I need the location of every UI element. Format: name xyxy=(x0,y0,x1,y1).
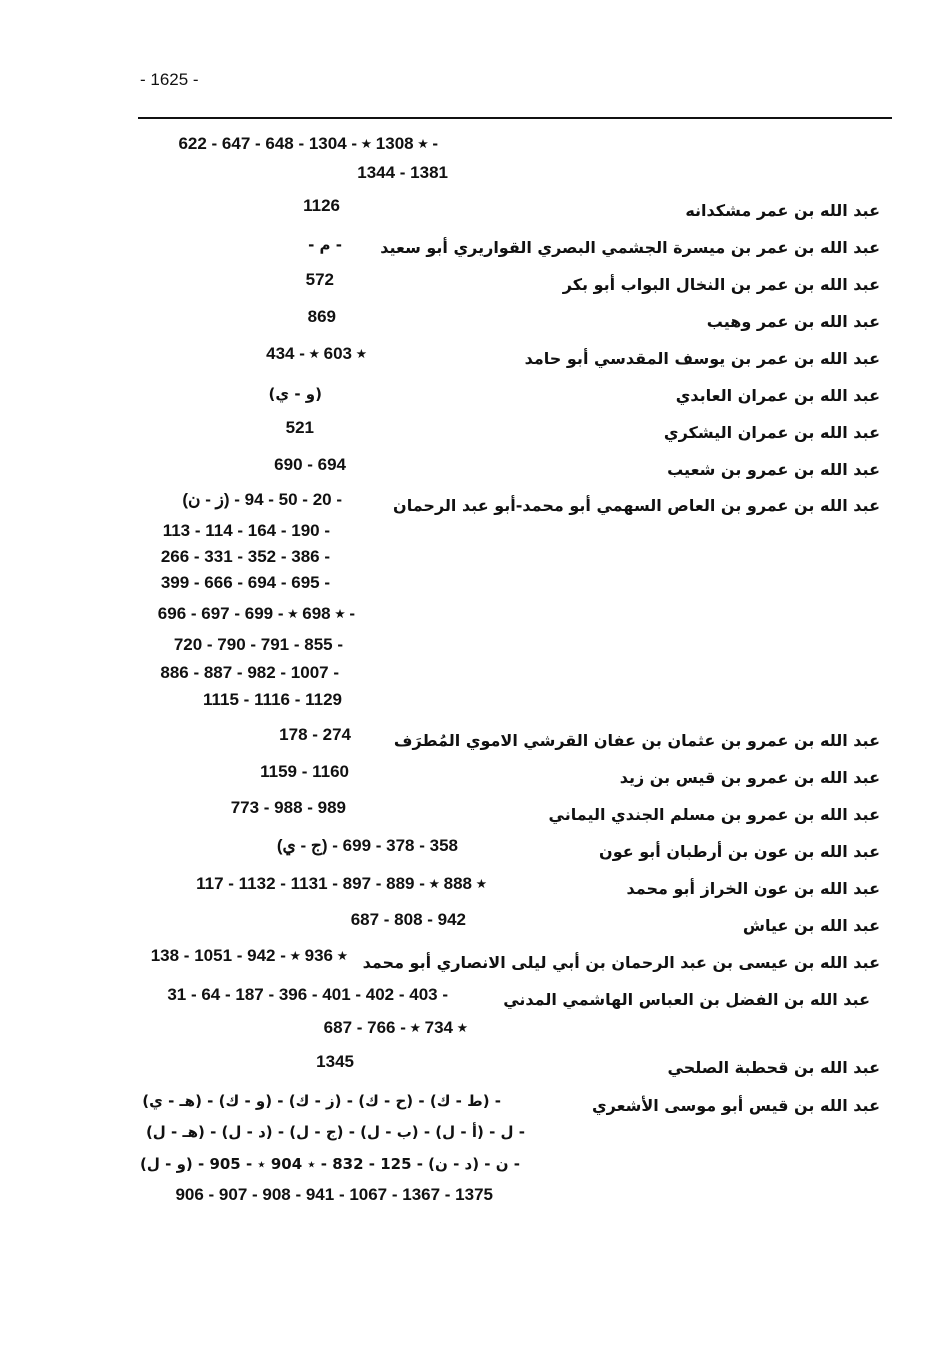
entry-name: عبد الله بن عمر مشكدانه xyxy=(685,201,880,220)
entry-ref: 720 - 790 - 791 - 855 - xyxy=(173,635,343,654)
entry-ref: 622 - 647 - 648 - 1304 - ٭ 1308 ٭ - xyxy=(178,134,438,153)
entry-ref: 696 - 697 - ٭ 698 ٭ - 699 - xyxy=(157,604,355,623)
entry-ref: 1345 xyxy=(316,1052,354,1071)
entry-ref: 687 - 808 - 942 xyxy=(350,910,466,929)
entry-name: عبد الله بن عمرو بن قيس بن زيد xyxy=(619,768,880,787)
entry-name: عبد الله بن عمران اليشكري xyxy=(663,423,880,442)
entry-ref: 572 xyxy=(305,270,334,289)
entry-ref: 1344 - 1381 xyxy=(357,163,448,182)
entry-name: عبد الله بن عمر وهيب xyxy=(706,312,880,331)
page-number: - 1625 - xyxy=(140,70,199,89)
entry-name: عبد الله بن عون بن أرطبان أبو عون xyxy=(599,842,880,861)
entry-ref: 690 - 694 xyxy=(274,455,346,474)
entry-ref: (ج - ي) - 358 - 378 - 699 xyxy=(276,836,458,855)
entry-ref: 31 - 64 - 187 - 396 - 401 - 402 - 403 - xyxy=(167,985,448,1004)
entry-ref: (و - ي) xyxy=(268,385,322,403)
entry-name: عبد الله بن عمران العابدي xyxy=(675,386,880,405)
entry-ref: 178 - 274 xyxy=(279,725,351,744)
entry-ref: 886 - 887 - 982 - 1007 - xyxy=(160,663,339,682)
entry-ref: 113 - 114 - 164 - 190 - xyxy=(162,521,330,540)
entry-name: عبد الله بن عياش xyxy=(742,916,880,935)
entry-name: عبد الله بن عمر بن ميسرة الجشمي البصري القواريري أبو سعيد xyxy=(380,238,880,257)
entry-ref: - م - xyxy=(308,236,342,254)
entry-name: عبد الله بن عمرو بن مسلم الجندي اليماني xyxy=(548,805,880,824)
entry-name: عبد الله بن قيس أبو موسى الأشعري xyxy=(591,1096,880,1115)
entry-ref: 906 - 907 - 908 - 941 - 1067 - 1367 - 1375 xyxy=(175,1185,493,1204)
entry-ref: 1115 - 1116 - 1129 xyxy=(203,690,342,709)
entry-ref: 869 xyxy=(307,307,336,326)
header-rule xyxy=(138,117,892,119)
entry-ref: ل - (أ - ل) - (ب - ل) - (ج - ل) - (د - ل) - (هـ - ل) - xyxy=(145,1123,525,1141)
entry-ref: 266 - 331 - 352 - 386 - xyxy=(160,547,330,566)
entry-ref: 399 - 666 - 694 - 695 - xyxy=(160,573,330,592)
entry-ref: (و - ل) - ن - (د - ن) - 125 - 832 - ٭ 904 ٭ - 905 - xyxy=(140,1155,520,1173)
entry-ref: (هـ - ي) - (و - ك) - (ز - ك) - (ح - ك) - (ط - ك) - xyxy=(142,1092,501,1110)
entry-ref: 521 xyxy=(285,418,314,437)
entry-name: عبد الله بن عمر بن يوسف المقدسي أبو حامد xyxy=(524,349,880,368)
entry-ref: 434 - ٭ 603 ٭ xyxy=(266,344,366,363)
entry-name: عبد الله بن قحطبة الصلحي xyxy=(667,1058,880,1077)
entry-name: عبد الله بن الفضل بن العباس الهاشمي المدني xyxy=(503,990,870,1009)
entry-ref: 117 - ٭ 888 ٭ - 889 - 897 - 1131 - 1132 xyxy=(196,874,486,893)
entry-ref: 1159 - 1160 xyxy=(260,762,349,781)
entry-ref: 773 - 988 - 989 xyxy=(230,798,346,817)
entry-name: عبد الله بن عمر بن النخال البواب أبو بكر xyxy=(562,275,880,294)
entry-name: عبد الله بن عمرو بن عثمان بن عفان القرشي الاموي المُطرَف xyxy=(393,731,880,750)
entry-name: عبد الله بن عمرو بن شعيب xyxy=(667,460,880,479)
entry-ref: 138 - ٭ 936 ٭ - 942 - 1051 xyxy=(150,946,347,965)
entry-ref: 1126 xyxy=(303,196,340,215)
entry-name: عبد الله بن عمرو بن العاص السهمي أبو محمد-أبو عبد الرحمان xyxy=(393,496,880,515)
entry-ref: (ز - ن) - 20 - 50 - 94 - xyxy=(182,490,342,509)
entry-name: عبد الله بن عيسى بن عبد الرحمان بن أبي ليلى الانصاري أبو محمد xyxy=(362,953,880,972)
entry-ref: 687 - ٭ 734 ٭ - 766 xyxy=(323,1018,467,1037)
entry-name: عبد الله بن عون الخراز أبو محمد xyxy=(626,879,880,898)
